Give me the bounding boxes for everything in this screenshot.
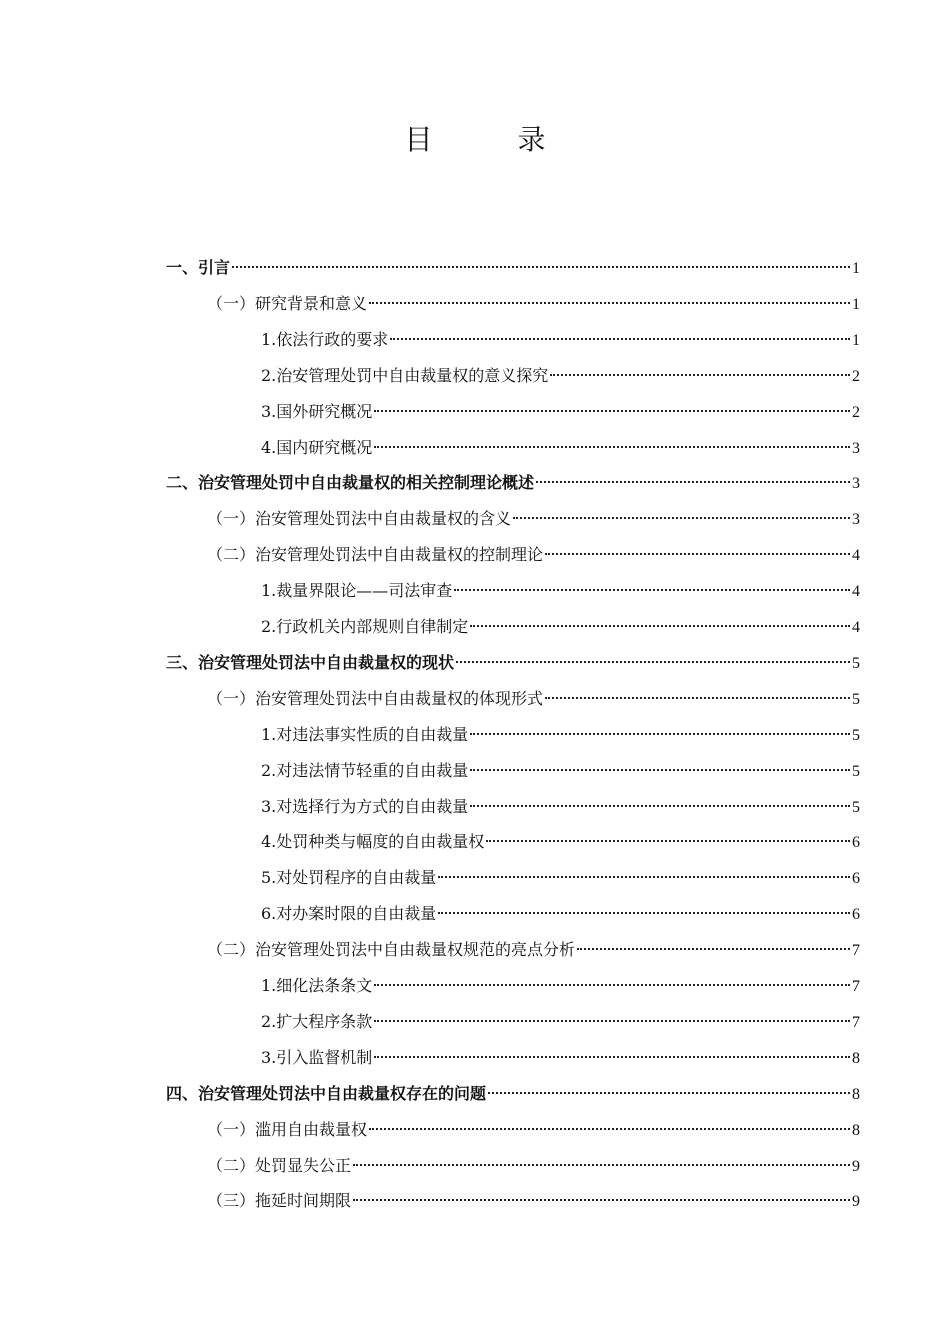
toc-page-number: 5 <box>852 798 860 816</box>
toc-entry[interactable] <box>261 722 860 748</box>
toc-page-number: 4 <box>852 547 860 565</box>
toc-page-number: 8 <box>852 1121 860 1139</box>
toc-page-number: 7 <box>852 1013 860 1031</box>
toc-entry-text: （二）治安管理处罚法中自由裁量权的控制理论 <box>207 545 544 565</box>
toc-page-number: 9 <box>852 1157 860 1175</box>
toc-entry-text: 3.对选择行为方式的自由裁量 <box>261 796 469 816</box>
toc-entry-text: 三、治安管理处罚法中自由裁量权的现状 <box>166 652 455 672</box>
toc-page-number: 4 <box>852 583 860 601</box>
toc-entry[interactable] <box>207 1117 860 1143</box>
toc-entry-text: 2.治安管理处罚中自由裁量权的意义探究 <box>261 365 549 385</box>
toc-dot-leader <box>374 1020 850 1022</box>
toc-entry[interactable] <box>207 291 860 317</box>
toc-entry[interactable] <box>261 1045 860 1071</box>
toc-page-number: 2 <box>852 403 860 421</box>
toc-page-number: 6 <box>852 834 860 852</box>
toc-entry[interactable] <box>166 1081 860 1107</box>
toc-entry[interactable] <box>207 1153 860 1179</box>
toc-entry-text: 一、引言 <box>166 258 231 277</box>
toc-page-number: 1 <box>852 295 860 313</box>
toc-dot-leader <box>438 876 850 878</box>
toc-entry[interactable] <box>261 327 860 353</box>
toc-entry[interactable] <box>166 255 860 281</box>
toc-entry-text: 1.细化法条条文 <box>261 976 373 995</box>
toc-dot-leader <box>545 697 850 699</box>
toc-entry-text: 四、治安管理处罚法中自由裁量权存在的问题 <box>166 1083 487 1103</box>
toc-entry-text: （一）治安管理处罚法中自由裁量权的体现形式 <box>207 688 544 708</box>
toc-entry-text: （一）滥用自由裁量权 <box>207 1119 368 1139</box>
toc-entry-text: 6.对办案时限的自由裁量 <box>261 904 437 924</box>
toc-page-number: 5 <box>852 726 860 744</box>
toc-entry[interactable] <box>207 1188 860 1214</box>
toc-entry-text: 3.国外研究概况 <box>261 401 373 421</box>
toc-dot-leader <box>513 517 850 519</box>
toc-dot-leader <box>470 733 850 735</box>
toc-entry[interactable] <box>261 758 860 784</box>
toc-page-number: 9 <box>852 1193 860 1211</box>
toc-entry[interactable] <box>261 399 860 425</box>
toc-page-number: 3 <box>852 511 860 529</box>
toc-dot-leader <box>545 553 850 555</box>
toc-dot-leader <box>353 1164 850 1166</box>
toc-entry[interactable] <box>207 937 860 963</box>
toc-dot-leader <box>550 374 850 376</box>
toc-entry[interactable] <box>166 650 860 676</box>
toc-entry-text: 2.对违法情节轻重的自由裁量 <box>261 760 469 780</box>
toc-dot-leader <box>456 661 850 663</box>
toc-entry-text: 4.国内研究概况 <box>261 437 373 457</box>
toc-page-number: 5 <box>852 762 860 780</box>
toc-entry-text: （二）处罚显失公正 <box>207 1155 352 1175</box>
toc-dot-leader <box>232 266 850 268</box>
toc-entry-text: 1.对违法事实性质的自由裁量 <box>261 724 469 744</box>
toc-page-number: 6 <box>852 906 860 924</box>
toc-dot-leader <box>486 840 850 842</box>
toc-entry[interactable] <box>166 470 860 496</box>
toc-page-number: 5 <box>852 654 860 672</box>
toc-page-number: 8 <box>852 1049 860 1067</box>
page-title: 目 录 <box>404 123 584 156</box>
toc-entry-text: 5.对处罚程序的自由裁量 <box>261 868 437 888</box>
toc-dot-leader <box>577 948 850 950</box>
toc-page-number: 5 <box>852 690 860 708</box>
toc-dot-leader <box>438 912 850 914</box>
toc-entry[interactable] <box>207 506 860 532</box>
toc-entry[interactable] <box>261 829 860 855</box>
toc-entry[interactable] <box>261 435 860 461</box>
toc-page-number: 8 <box>852 1085 860 1103</box>
toc-entry[interactable] <box>261 901 860 927</box>
toc-dot-leader <box>470 769 850 771</box>
toc-entry-text: 二、治安管理处罚中自由裁量权的相关控制理论概述 <box>166 473 535 493</box>
toc-dot-leader <box>454 589 850 591</box>
toc-page-number: 3 <box>852 439 860 457</box>
toc-dot-leader <box>374 410 850 412</box>
toc-entry[interactable] <box>261 865 860 891</box>
toc-dot-leader <box>488 1092 850 1094</box>
toc-entry[interactable] <box>207 686 860 712</box>
toc-dot-leader <box>374 446 850 448</box>
toc-entry[interactable] <box>261 973 860 999</box>
toc-entry-text: 2.行政机关内部规则自律制定 <box>261 617 469 636</box>
toc-entry-text: 1.裁量界限论——司法审查 <box>261 581 453 601</box>
toc-page-number: 7 <box>852 978 860 995</box>
toc-page-number: 2 <box>852 367 860 385</box>
toc-entry[interactable] <box>261 578 860 604</box>
toc-dot-leader <box>353 1199 850 1201</box>
toc-entry-text: （三）拖延时间期限 <box>207 1191 352 1211</box>
toc-page-number: 1 <box>852 331 860 349</box>
toc-entry-text: 1.依法行政的要求 <box>261 329 389 349</box>
toc-dot-leader <box>374 1056 850 1058</box>
toc-entry-text: 4.处罚种类与幅度的自由裁量权 <box>261 832 485 852</box>
toc-dot-leader <box>536 481 850 483</box>
toc-page-number: 6 <box>852 870 860 888</box>
toc-page-number: 4 <box>852 619 860 636</box>
toc-entry-text: （一）研究背景和意义 <box>207 293 368 313</box>
toc-entry-text: 3.引入监督机制 <box>261 1047 373 1067</box>
toc-page-number: 1 <box>852 260 860 277</box>
toc-entry[interactable] <box>261 363 860 389</box>
toc-page-number: 3 <box>852 475 860 493</box>
toc-dot-leader <box>369 302 850 304</box>
toc-dot-leader <box>470 805 850 807</box>
toc-dot-leader <box>390 338 850 340</box>
toc-entry-text: （一）治安管理处罚法中自由裁量权的含义 <box>207 509 512 529</box>
toc-entry-text: 2.扩大程序条款 <box>261 1011 373 1031</box>
toc-entry[interactable] <box>261 614 860 640</box>
toc-entry[interactable] <box>207 542 860 568</box>
toc-dot-leader <box>470 625 850 627</box>
toc-dot-leader <box>369 1128 850 1130</box>
toc-entry-text: （二）治安管理处罚法中自由裁量权规范的亮点分析 <box>207 940 576 960</box>
toc-page-number: 7 <box>852 942 860 960</box>
toc-entry[interactable] <box>261 794 860 820</box>
toc-entry[interactable] <box>261 1009 860 1035</box>
toc-dot-leader <box>374 984 850 986</box>
